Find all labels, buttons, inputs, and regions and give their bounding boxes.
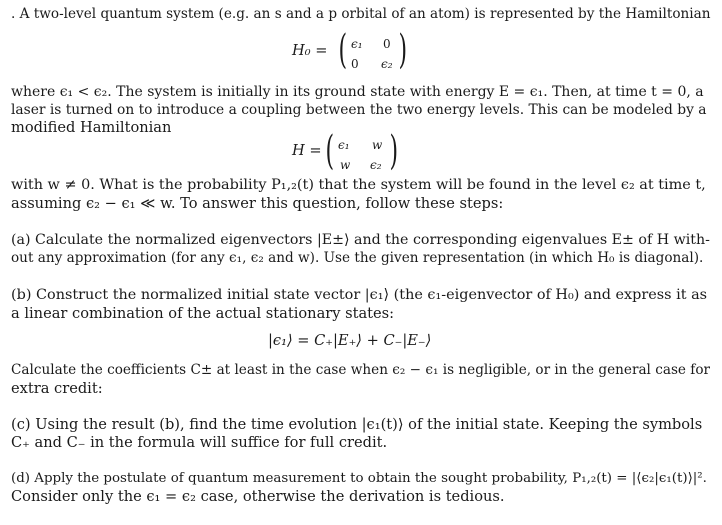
setup-paragraph — [11, 84, 711, 137]
h-matrix — [320, 128, 400, 175]
part-a — [11, 232, 711, 267]
intro-line: . A two-level quantum system (e.g. an s and a p orbital of an atom) is represented by the Hamiltonian — [11, 6, 711, 22]
h0-matrix — [333, 27, 408, 74]
part-d — [11, 470, 711, 505]
left-paren: ( — [325, 128, 335, 174]
part-b-equation: |ϵ₁⟩ = C₊|E₊⟩ + C₋|E₋⟩ — [268, 332, 432, 349]
part-b-followup — [11, 362, 711, 397]
h0-m12: 0 — [383, 37, 391, 51]
h-m21: w — [340, 158, 351, 172]
setup-line-1: where ϵ₁ < ϵ₂. The system is initially in its ground state with energy E = ϵ₁. Then, at time t = 0, a — [11, 84, 704, 100]
part-b — [11, 287, 711, 322]
part-b-line-1: (b) Construct the normalized initial state vector |ϵ₁⟩ (the ϵ₁-eigenvector of H₀) and express it as — [11, 287, 708, 303]
setup-line-3: modified Hamiltonian — [11, 119, 172, 136]
intro-paragraph — [11, 6, 711, 24]
h-m12: w — [372, 138, 383, 152]
right-paren: ) — [398, 27, 408, 73]
question-line-2: assuming ϵ₂ − ϵ₁ ≪ w. To answer this question, follow these steps: — [11, 194, 504, 212]
part-b-line-2: a linear combination of the actual stationary states: — [11, 304, 395, 322]
h0-m21: 0 — [351, 57, 359, 71]
part-a-line-2: out any approximation (for any ϵ₁, ϵ₂ and w). Use the given representation (in which H₀ is diagonal). — [11, 249, 704, 266]
part-b-line-4: extra credit: — [11, 379, 103, 397]
part-c-line-1: (c) Using the result (b), find the time evolution |ϵ₁(t)⟩ of the initial state. Keeping the symbols — [11, 416, 703, 433]
part-c-line-2: C₊ and C₋ in the formula will suffice for full credit. — [11, 433, 388, 451]
part-c — [11, 416, 711, 451]
h-equation-lhs: H = — [292, 142, 322, 159]
part-d-line-2: Consider only the ϵ₁ = ϵ₂ case, otherwise the derivation is tedious. — [11, 487, 505, 505]
question-paragraph — [11, 177, 711, 212]
part-a-line-1: (a) Calculate the normalized eigenvectors |E±⟩ and the corresponding eigenvalues E± of H with- — [11, 232, 710, 248]
part-d-line-1: (d) Apply the postulate of quantum measurement to obtain the sought probability, P₁,₂(t) = |⟨ϵ₂|ϵ₁(t)⟩|². — [11, 471, 707, 486]
h-m22: ϵ₂ — [370, 158, 382, 172]
h0-equation-lhs: H₀ = — [292, 42, 328, 59]
question-line-1: with w ≠ 0. What is the probability P₁,₂(t) that the system will be found in the level ϵ₂ at time t, — [11, 177, 706, 193]
h-m11: ϵ₁ — [338, 138, 350, 152]
part-b-line-3: Calculate the coefficients C± at least in the case when ϵ₂ − ϵ₁ is negligible, or in the general case for — [11, 362, 710, 378]
setup-line-2: laser is turned on to introduce a coupling between the two energy levels. This can be modeled by a — [11, 101, 707, 118]
h0-m22: ϵ₂ — [381, 57, 393, 71]
right-paren: ) — [389, 128, 399, 174]
left-paren: ( — [338, 27, 348, 73]
h0-m11: ϵ₁ — [351, 37, 363, 51]
